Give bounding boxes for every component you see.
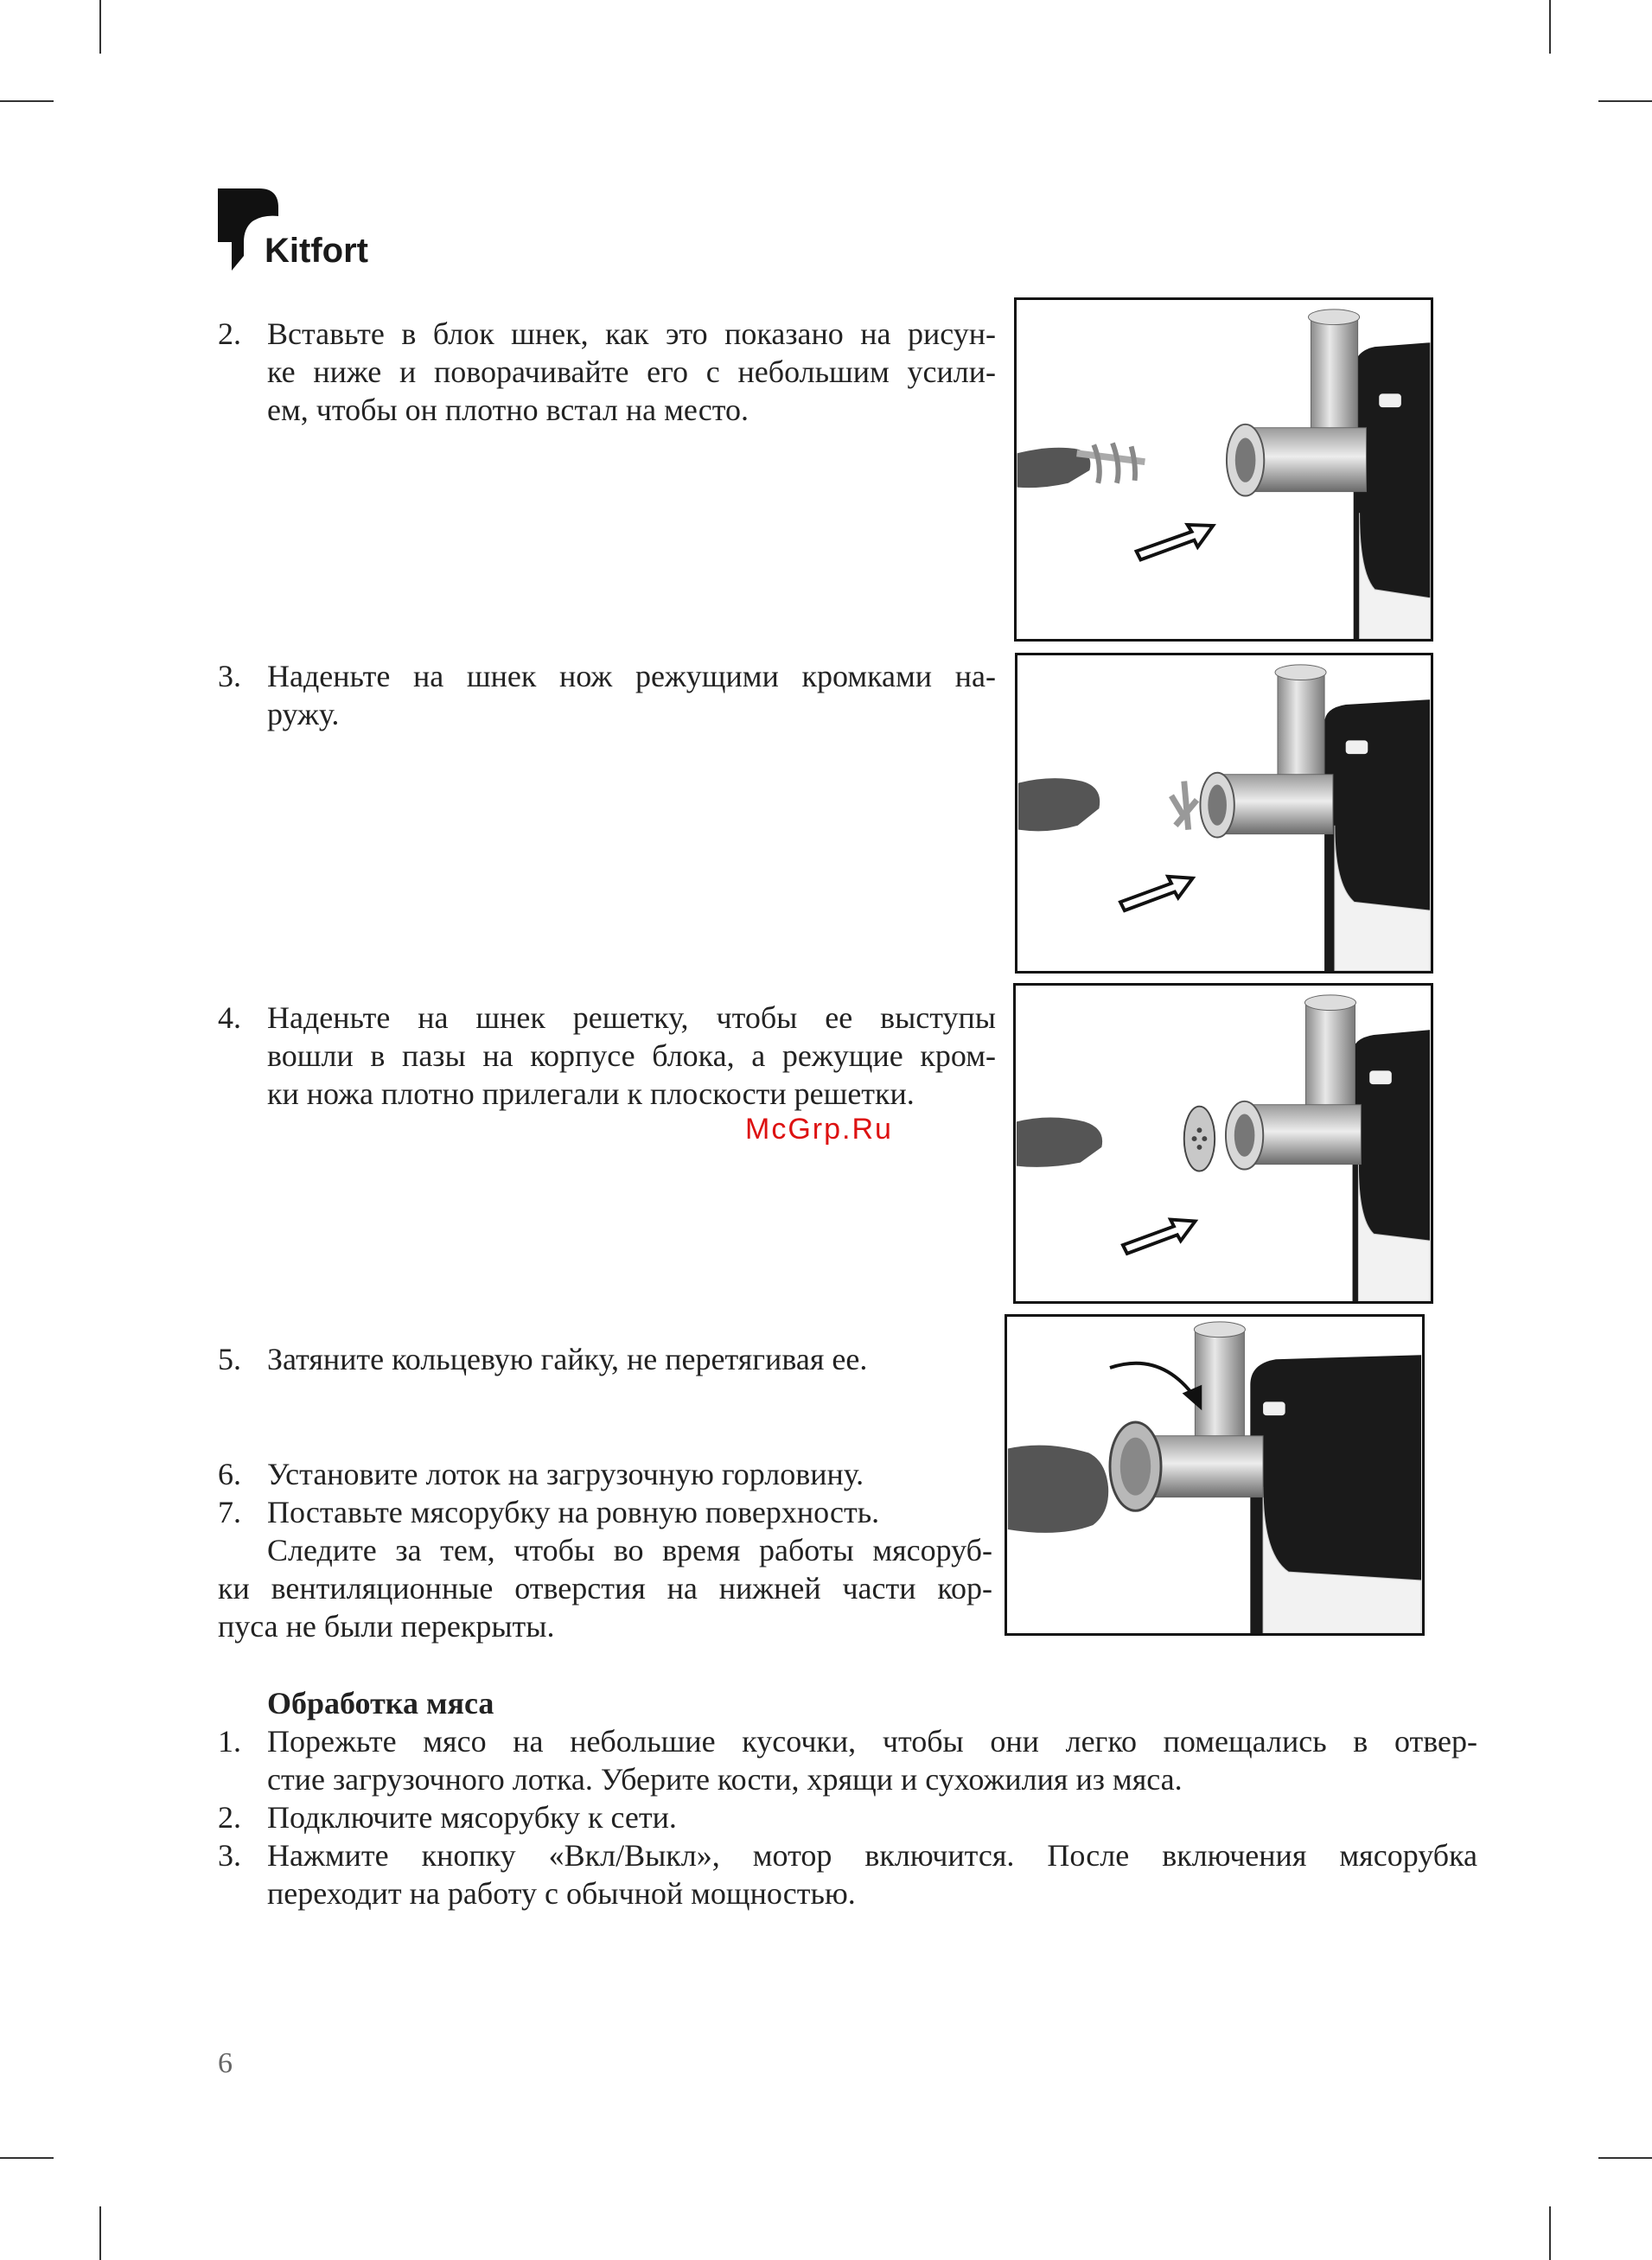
step-number: 7. — [218, 1495, 241, 1529]
step-number: 2. — [218, 1800, 241, 1835]
figure-ring-nut — [1005, 1314, 1425, 1636]
crop-mark — [1549, 0, 1551, 54]
step-6 — [218, 1455, 996, 1498]
step-4 — [218, 999, 996, 1120]
crop-mark — [0, 2157, 54, 2159]
step-number: 3. — [218, 1838, 241, 1873]
step-7 — [218, 1493, 996, 1536]
meat-step-1 — [218, 1722, 1477, 1800]
crop-mark — [1598, 2157, 1652, 2159]
note-line: пуса не были перекрыты. — [218, 1609, 555, 1644]
step-line: ки ножа плотно прилегали к плоскости решетки. — [267, 1076, 915, 1111]
step-line: Наденьте на шнек решетку, чтобы ее выступы — [267, 1000, 996, 1035]
step-line: стие загрузочного лотка. Уберите кости, хрящи и сухожилия из мяса. — [267, 1762, 1183, 1797]
section-title: Обработка мяса — [267, 1686, 494, 1721]
note-line: ки вентиляционные отверстия на нижней части кор- — [218, 1571, 992, 1606]
figure-insert-auger — [1014, 297, 1433, 642]
step-line: ружу. — [267, 697, 340, 731]
step-number: 4. — [218, 1000, 241, 1035]
step-number: 1. — [218, 1724, 241, 1759]
step-number: 3. — [218, 659, 241, 693]
step-line: переходит на работу с обычной мощностью. — [267, 1876, 856, 1911]
step-2 — [218, 315, 996, 436]
meat-grinder-plate-illustration — [1016, 986, 1431, 1301]
step-number: 5. — [218, 1342, 241, 1376]
step-line: Поставьте мясорубку на ровную поверхность. — [267, 1495, 880, 1529]
crop-mark — [1549, 2206, 1551, 2260]
step-line: ем, чтобы он плотно встал на место. — [267, 393, 749, 427]
meat-grinder-auger-illustration — [1017, 300, 1431, 639]
crop-mark — [99, 2206, 101, 2260]
step-line: Наденьте на шнек нож режущими кромками на- — [267, 659, 996, 693]
step-line: Порежьте мясо на небольшие кусочки, чтобы они легко помещались в отвер- — [267, 1724, 1477, 1759]
step-line: вошли в пазы на корпусе блока, а режущие кром- — [267, 1038, 996, 1073]
meat-step-2 — [218, 1798, 1437, 1838]
watermark: McGrp.Ru — [745, 1113, 893, 1146]
step-line: ке ниже и поворачивайте его с небольшим усили- — [267, 354, 996, 389]
ventilation-note — [218, 1531, 992, 1645]
crop-mark — [0, 100, 54, 102]
meat-grinder-knife-illustration — [1017, 655, 1431, 971]
step-line: Вставьте в блок шнек, как это показано на рисун- — [267, 316, 996, 351]
meat-grinder-nut-illustration — [1007, 1317, 1422, 1633]
note-line: Следите за тем, чтобы во время работы мясоруб- — [267, 1533, 992, 1567]
step-line: Подключите мясорубку к сети. — [267, 1800, 677, 1835]
crop-mark — [1598, 100, 1652, 102]
figure-grid-plate — [1013, 983, 1433, 1304]
crop-mark — [99, 0, 101, 54]
step-number: 2. — [218, 316, 241, 351]
step-3 — [218, 657, 996, 744]
step-5 — [218, 1340, 996, 1383]
step-line: Затяните кольцевую гайку, не перетягивая ее. — [267, 1342, 868, 1376]
figure-knife — [1015, 653, 1433, 974]
meat-step-3 — [218, 1836, 1477, 1914]
step-number: 6. — [218, 1457, 241, 1491]
step-line: Установите лоток на загрузочную горловину. — [267, 1457, 864, 1491]
brand-name: Kitfort — [265, 232, 368, 270]
step-line: Нажмите кнопку «Вкл/Выкл», мотор включится. После включения мясорубка — [267, 1838, 1477, 1873]
page-number: 6 — [218, 2047, 233, 2079]
